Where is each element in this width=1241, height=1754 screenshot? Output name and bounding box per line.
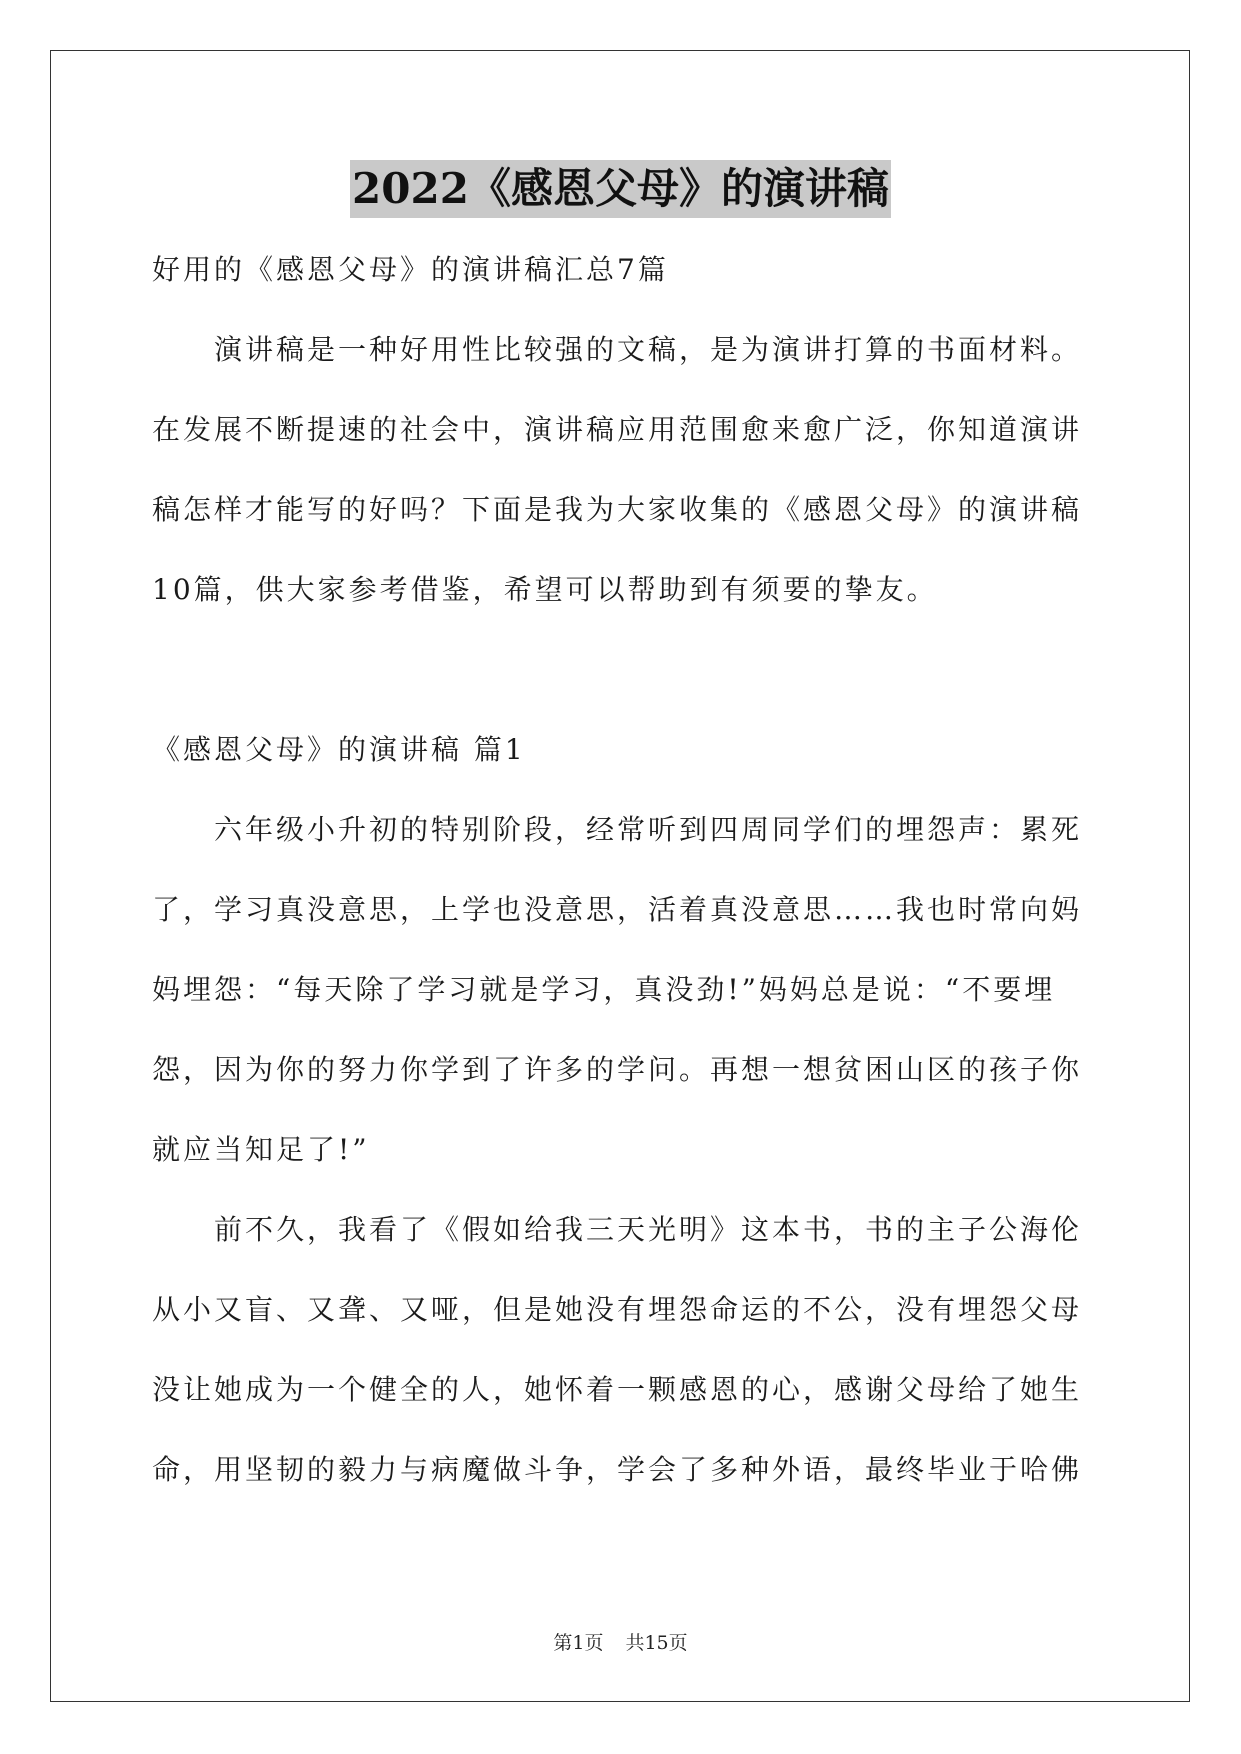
page-number-current: 第1页 (553, 1632, 604, 1654)
document-body (152, 230, 1100, 1510)
document-subtitle: 好用的《感恩父母》的演讲稿汇总7篇 (152, 253, 669, 286)
body-paragraph: 六年级小升初的特别阶段，经常听到四周同学们的埋怨声：累死了，学习真没意思，上学也没意思，活着真没意思……我也时常向妈妈埋怨：“每天除了学习就是学习，真没劲!”妈妈总是说：“不要埋怨，因为你的努力你学到了许多的学问。再想一想贫困山区的孩子你就应当知足了!” (152, 813, 1083, 1166)
intro-paragraph: 演讲稿是一种好用性比较强的文稿，是为演讲打算的书面材料。在发展不断提速的社会中，演讲稿应用范围愈来愈广泛，你知道演讲稿怎样才能写的好吗？下面是我为大家收集的《感恩父母》的演讲稿10篇，供大家参考借鉴，希望可以帮助到有须要的挚友。 (152, 333, 1083, 606)
page-number-total: 共15页 (625, 1632, 688, 1654)
document-title: 2022《感恩父母》的演讲稿 (350, 160, 891, 218)
page-footer (0, 1628, 1241, 1655)
section-heading: 《感恩父母》的演讲稿 篇1 (152, 733, 526, 766)
body-paragraph: 前不久，我看了《假如给我三天光明》这本书，书的主子公海伦从小又盲、又聋、又哑，但是她没有埋怨命运的不公，没有埋怨父母没让她成为一个健全的人，她怀着一颗感恩的心，感谢父母给了她生命，用坚韧的毅力与病魔做斗争，学会了多种外语，最终毕业于哈佛 (152, 1213, 1083, 1486)
title-container (0, 160, 1241, 218)
section-spacer (152, 630, 1100, 710)
